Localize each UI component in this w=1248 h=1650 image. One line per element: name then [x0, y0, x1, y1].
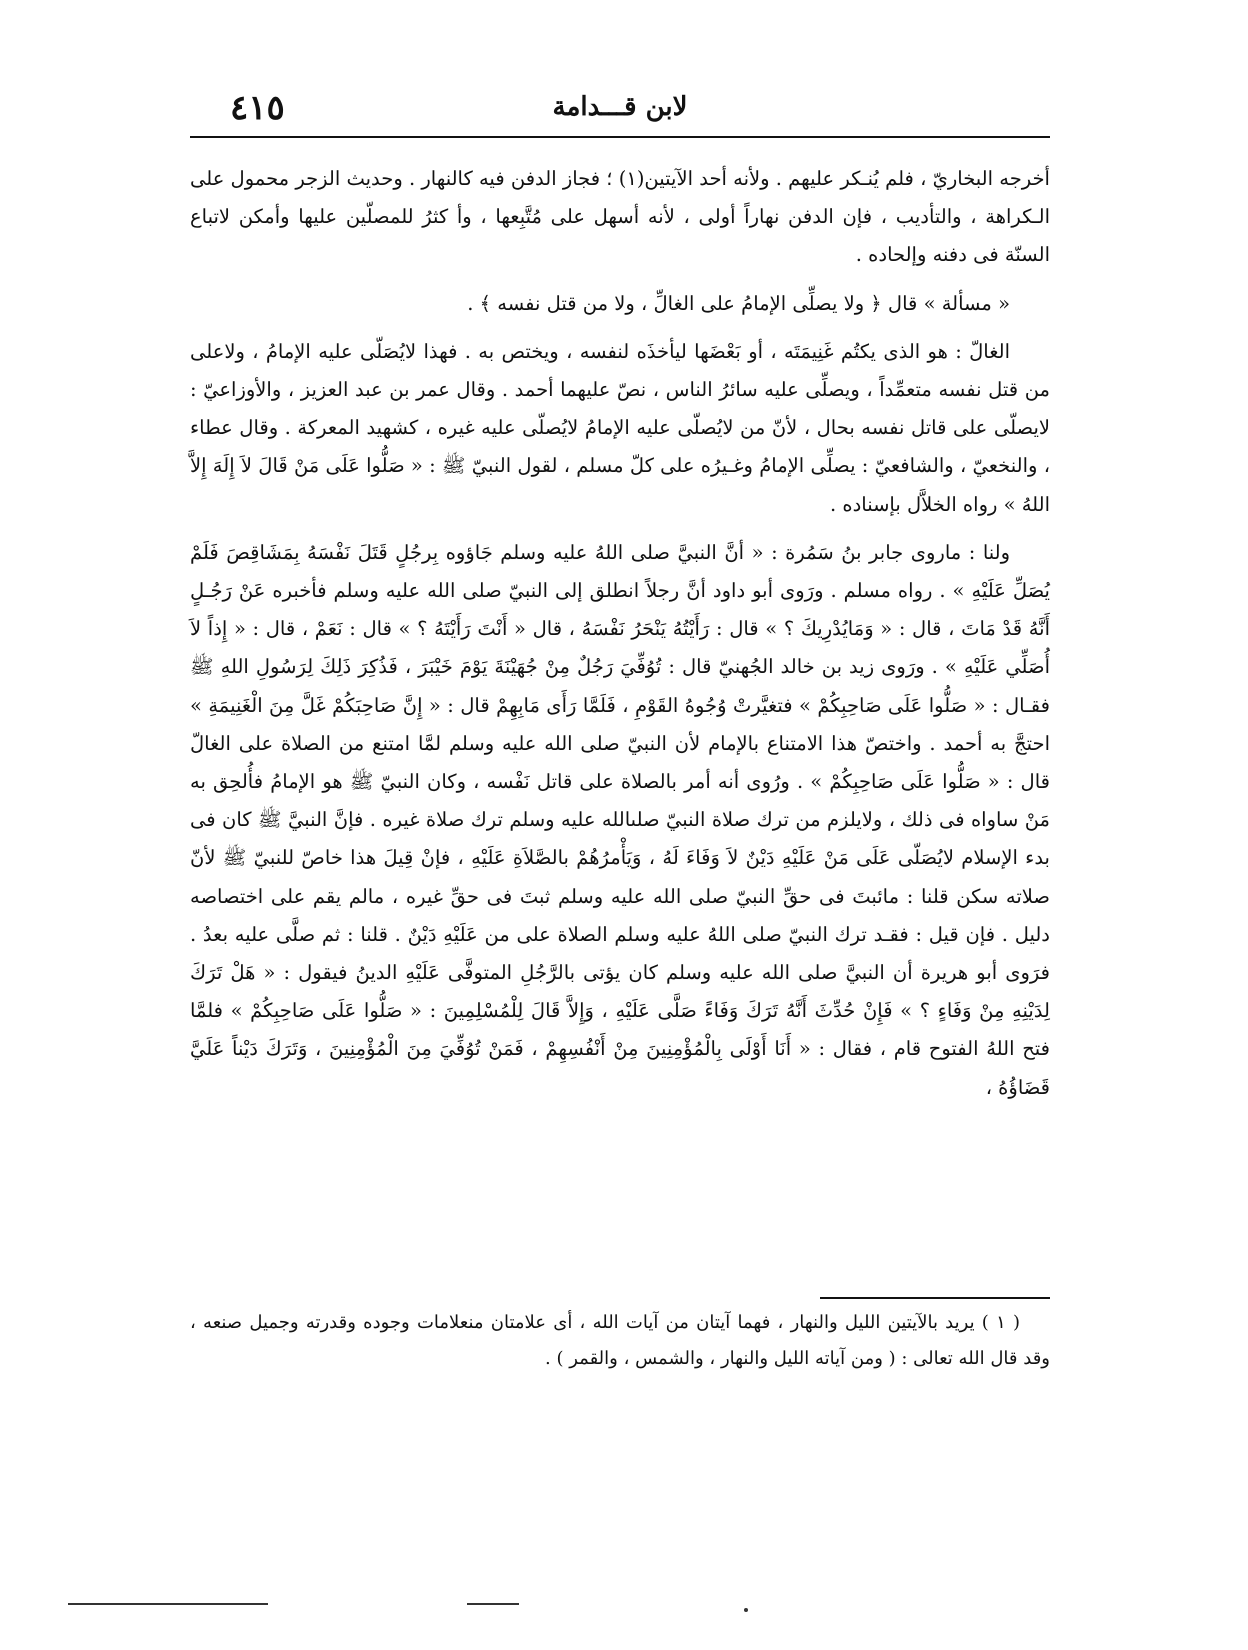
footnote-rule [820, 1297, 1050, 1299]
running-title: لابن قـــدامة [552, 92, 688, 122]
paragraph: ولنا : ماروى جابر بنُ سَمُرة : « أنَّ النبيَّ صلى اللهُ عليه وسلم جَاؤوه بِرجُلٍ قَتَلَ نَفْسَهُ بِمَشَاقِصَ فَلَمْ يُصَلِّ عَلَيْهِ » . رواه مسلم . ورَوى أبو داود أنَّ رجلاً انطلق إلى النبيّ صلى الله عليه وسلم فأخبره عَنْ رَجُـلٍ أَنَّهُ قَدْ مَاتَ ، قال : « وَمَايُدْرِيكَ ؟ » قال : رَأَيْتُهُ يَنْحَرُ نَفْسَهُ ، قال « أَنْتَ رَأَيْتَهُ ؟ » قال : نَعَمْ ، قال : « إِذاً لاَ أُصَلِّي عَلَيْهِ » . ورَوى زيد بن خالد الجُهنيّ قال : تُوُفِّيَ رَجُلٌ مِنْ جُهَيْنَةَ يَوْمَ خَيْبَرَ ، فَذُكِرَ ذَلِكَ لِرَسُولِ اللهِ ﷺ فقـال : « صَلُّوا عَلَى صَاحِبِكُمْ » فتغيَّرتْ وُجُوهُ القَوْمِ ، فَلَمَّا رَأَى مَابِهِمْ قال : « إِنَّ صَاحِبَكُمْ غَلَّ مِنَ الْغَنِيمَةِ » احتجَّ به أحمد . واختصّ هذا الامتناع بالإمام لأن النبيّ صلى الله عليه وسلم لمَّا امتنع من الصلاة على الغالّ قال : « صَلُّوا عَلَى صَاحِبِكُمْ » . ورُوى أنه أمر بالصلاة على قاتل نَفْسه ، وكان النبيّ ﷺ هو الإمامُ فأُلحِق به مَنْ ساواه فى ذلك ، ولايلزم من ترك صلاة النبيّ صلىالله عليه وسلم ترك صلاة غيره . فإنَّ النبيَّ ﷺ كان فى بدء الإسلام لايُصَلّى عَلَى مَنْ عَلَيْهِ دَيْنٌ لاَ وَفَاءَ لَهُ ، وَيَأْمرُهُمْ بالصَّلاَةِ عَلَيْهِ ، فإنْ قِيلَ هذا خاصّ للنبيّ ﷺ لأنّ صلاته سكن قلنا : مائبتَ فى حقِّ النبيّ صلى الله عليه وسلم ثبتَ فى حقِّ غيره ، مالم يقم على اختصاصه دليل . فإن قيل : فقـد ترك النبيّ صلى اللهُ عليه وسلم الصلاة على من عَلَيْهِ دَيْنٌ . قلنا : ثم صلَّى عليه بعدُ . فرَوى أبو هريرة أن النبيَّ صلى الله عليه وسلم كان يؤتى بالرَّجُلِ المتوفَّى عَلَيْهِ الدينُ فيقول : « هَلْ تَرَكَ لِدَيْنِهِ مِنْ وَفَاءٍ ؟ » فَإِنْ حُدِّثَ أَنَّهُ تَرَكَ وَفَاءً صَلَّى عَلَيْهِ ، وَإِلاَّ قَالَ لِلْمُسْلِمِينَ : « صَلُّوا عَلَى صَاحِبِكُمْ » فلمَّا فتح اللهُ الفتوح قام ، فقال : « أَنَا أَوْلَى بِالْمُؤْمِنِينَ مِنْ أَنْفُسِهِمْ ، فَمَنْ تُوُفِّيَ مِنَ الْمُؤْمِنِينَ ، وَتَرَكَ دَيْناً عَلَيَّ قَضَاؤُهُ ، [190, 540, 1050, 1099]
page-number: ٤١٥ [230, 88, 285, 128]
footnotes [190, 1305, 1050, 1377]
paragraph: أخرجه البخاريّ ، فلم يُنـكر عليهم . ولأنه أحد الآيتين(١) ؛ فجاز الدفن فيه كالنهار . وحديث الزجر محمول على الـكراهة ، والتأديب ، فإن الدفن نهاراً أولى ، لأنه أسهل على مُتَّبِعها ، وأ كثرُ للمصلّين عليها وأمكن لاتباع السنّة فى دفنه وإلحاده . [190, 167, 1050, 267]
page-header [190, 86, 1050, 132]
header-rule [190, 136, 1050, 138]
scan-mark [68, 1603, 268, 1605]
scan-mark [467, 1603, 519, 1605]
main-text [190, 160, 1050, 1107]
paragraph: الغالّ : هو الذى يكتُم غَنِيمَتَه ، أو بَعْضَها ليأخذَه لنفسه ، ويختص به . فهذا لايُصَلّى عليه الإمامُ ، ولاعلى من قتل نفسه متعمِّداً ، ويصلِّى عليه سائرُ الناس ، نصّ عليهما أحمد . وقال عمر بن عبد العزيز ، والأوزاعيّ : لايصلّى على قاتل نفسه بحال ، لأنّ من لايُصلّى عليه الإمامُ لايُصلّى عليه غيره ، كشهيد المعركة . وقال عطاء ، والنخعيّ ، والشافعيّ : يصلِّى الإمامُ وغـيرُه على كلّ مسلم ، لقول النبيّ ﷺ : « صَلُّوا عَلَى مَنْ قَالَ لاَ إِلَهَ إِلاَّ اللهُ » رواه الخلاَّل بإسناده . [190, 339, 1050, 516]
scan-dot [744, 1608, 748, 1612]
footnote: ( ١ ) يريد بالآيتين الليل والنهار ، فهما آيتان من آيات الله ، أى علامتان منعلامات وجوده وقدرته وجميل صنعه ، وقد قال الله تعالى : ( ومن آياته الليل والنهار ، والشمس ، والقمر ) . [190, 1312, 1050, 1369]
paragraph-masala: « مسألة » قال ﴿ ولا يصلِّى الإمامُ على الغالِّ ، ولا من قتل نفسه ﴾ . [467, 291, 1010, 315]
